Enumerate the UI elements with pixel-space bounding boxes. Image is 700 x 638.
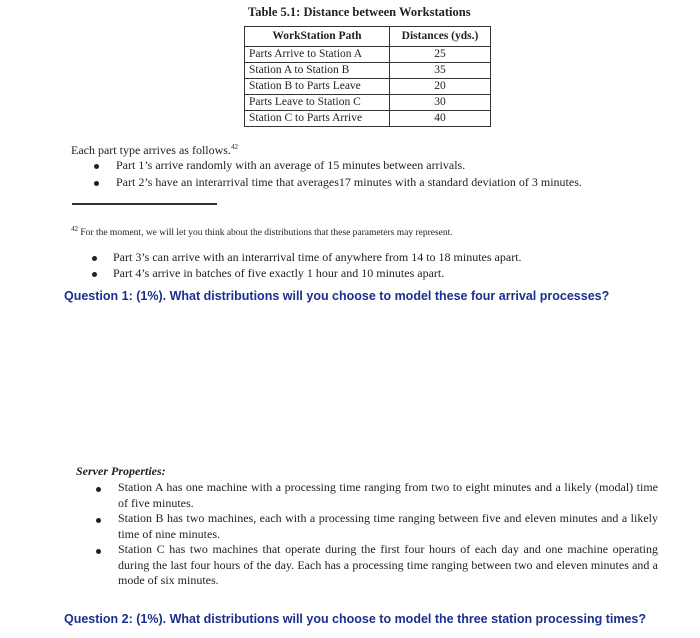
cell-distance: 40 bbox=[390, 111, 491, 127]
footnote-mark: 42 bbox=[71, 225, 78, 233]
table-row bbox=[245, 111, 491, 127]
table-header-row bbox=[245, 27, 491, 47]
header-workstation-path: WorkStation Path bbox=[245, 27, 390, 47]
server-bullet-a: Station A has one machine with a processing time ranging from two to eight minutes and a likely (modal) time of five minutes. bbox=[118, 480, 658, 510]
question-1: Question 1: (1%). What distributions will you choose to model these four arrival processes? bbox=[64, 289, 610, 303]
cell-path: Station C to Parts Arrive bbox=[245, 111, 390, 127]
cell-distance: 25 bbox=[390, 47, 491, 63]
server-bullet-b: Station B has two machines, each with a processing time ranging between five and eleven minutes and a likely time of nine minutes. bbox=[118, 511, 658, 541]
cell-path: Parts Leave to Station C bbox=[245, 95, 390, 111]
table-row bbox=[245, 79, 491, 95]
bullet-dot-icon bbox=[92, 272, 97, 277]
arrivals-intro-text: Each part type arrives as follows. bbox=[71, 143, 231, 157]
distance-table bbox=[244, 26, 491, 127]
bullet-dot-icon bbox=[94, 164, 99, 169]
bullet-dot-icon bbox=[92, 256, 97, 261]
arrival-bullet-4: Part 4’s arrive in batches of five exactly 1 hour and 10 minutes apart. bbox=[113, 266, 445, 280]
bullet-dot-icon bbox=[96, 518, 101, 523]
server-properties-heading: Server Properties: bbox=[76, 464, 166, 478]
arrivals-intro bbox=[71, 143, 238, 158]
header-distances: Distances (yds.) bbox=[390, 27, 491, 47]
cell-distance: 35 bbox=[390, 63, 491, 79]
bullet-dot-icon bbox=[96, 549, 101, 554]
table-row bbox=[245, 63, 491, 79]
question-2: Question 2: (1%). What distributions will you choose to model the three station processing times? bbox=[64, 612, 647, 626]
footnote-text: For the moment, we will let you think about the distributions that these parameters may represent. bbox=[80, 228, 453, 239]
arrival-bullet-3: Part 3’s can arrive with an interarrival time of anywhere from 14 to 18 minutes apart. bbox=[113, 250, 522, 264]
bullet-dot-icon bbox=[96, 487, 101, 492]
table-row bbox=[245, 95, 491, 111]
cell-distance: 20 bbox=[390, 79, 491, 95]
server-bullet-c: Station C has two machines that operate during the first four hours of each day and one machine operating during the last four hours of the day. Each has a processing time ranging between two and eleven minutes and a mode of six minutes. bbox=[118, 542, 658, 587]
table-caption: Table 5.1: Distance between Workstations bbox=[248, 5, 471, 19]
cell-path: Station B to Parts Leave bbox=[245, 79, 390, 95]
cell-distance: 30 bbox=[390, 95, 491, 111]
table-row bbox=[245, 47, 491, 63]
cell-path: Station A to Station B bbox=[245, 63, 390, 79]
bullet-dot-icon bbox=[94, 181, 99, 186]
arrival-bullet-1: Part 1’s arrive randomly with an average of 15 minutes between arrivals. bbox=[116, 158, 466, 172]
footnote-divider bbox=[72, 203, 217, 205]
footnote-ref[interactable]: 42 bbox=[230, 143, 238, 151]
footnote bbox=[71, 225, 453, 238]
cell-path: Parts Arrive to Station A bbox=[245, 47, 390, 63]
arrival-bullet-2: Part 2’s have an interarrival time that averages17 minutes with a standard deviation of 3 minutes. bbox=[116, 175, 582, 189]
